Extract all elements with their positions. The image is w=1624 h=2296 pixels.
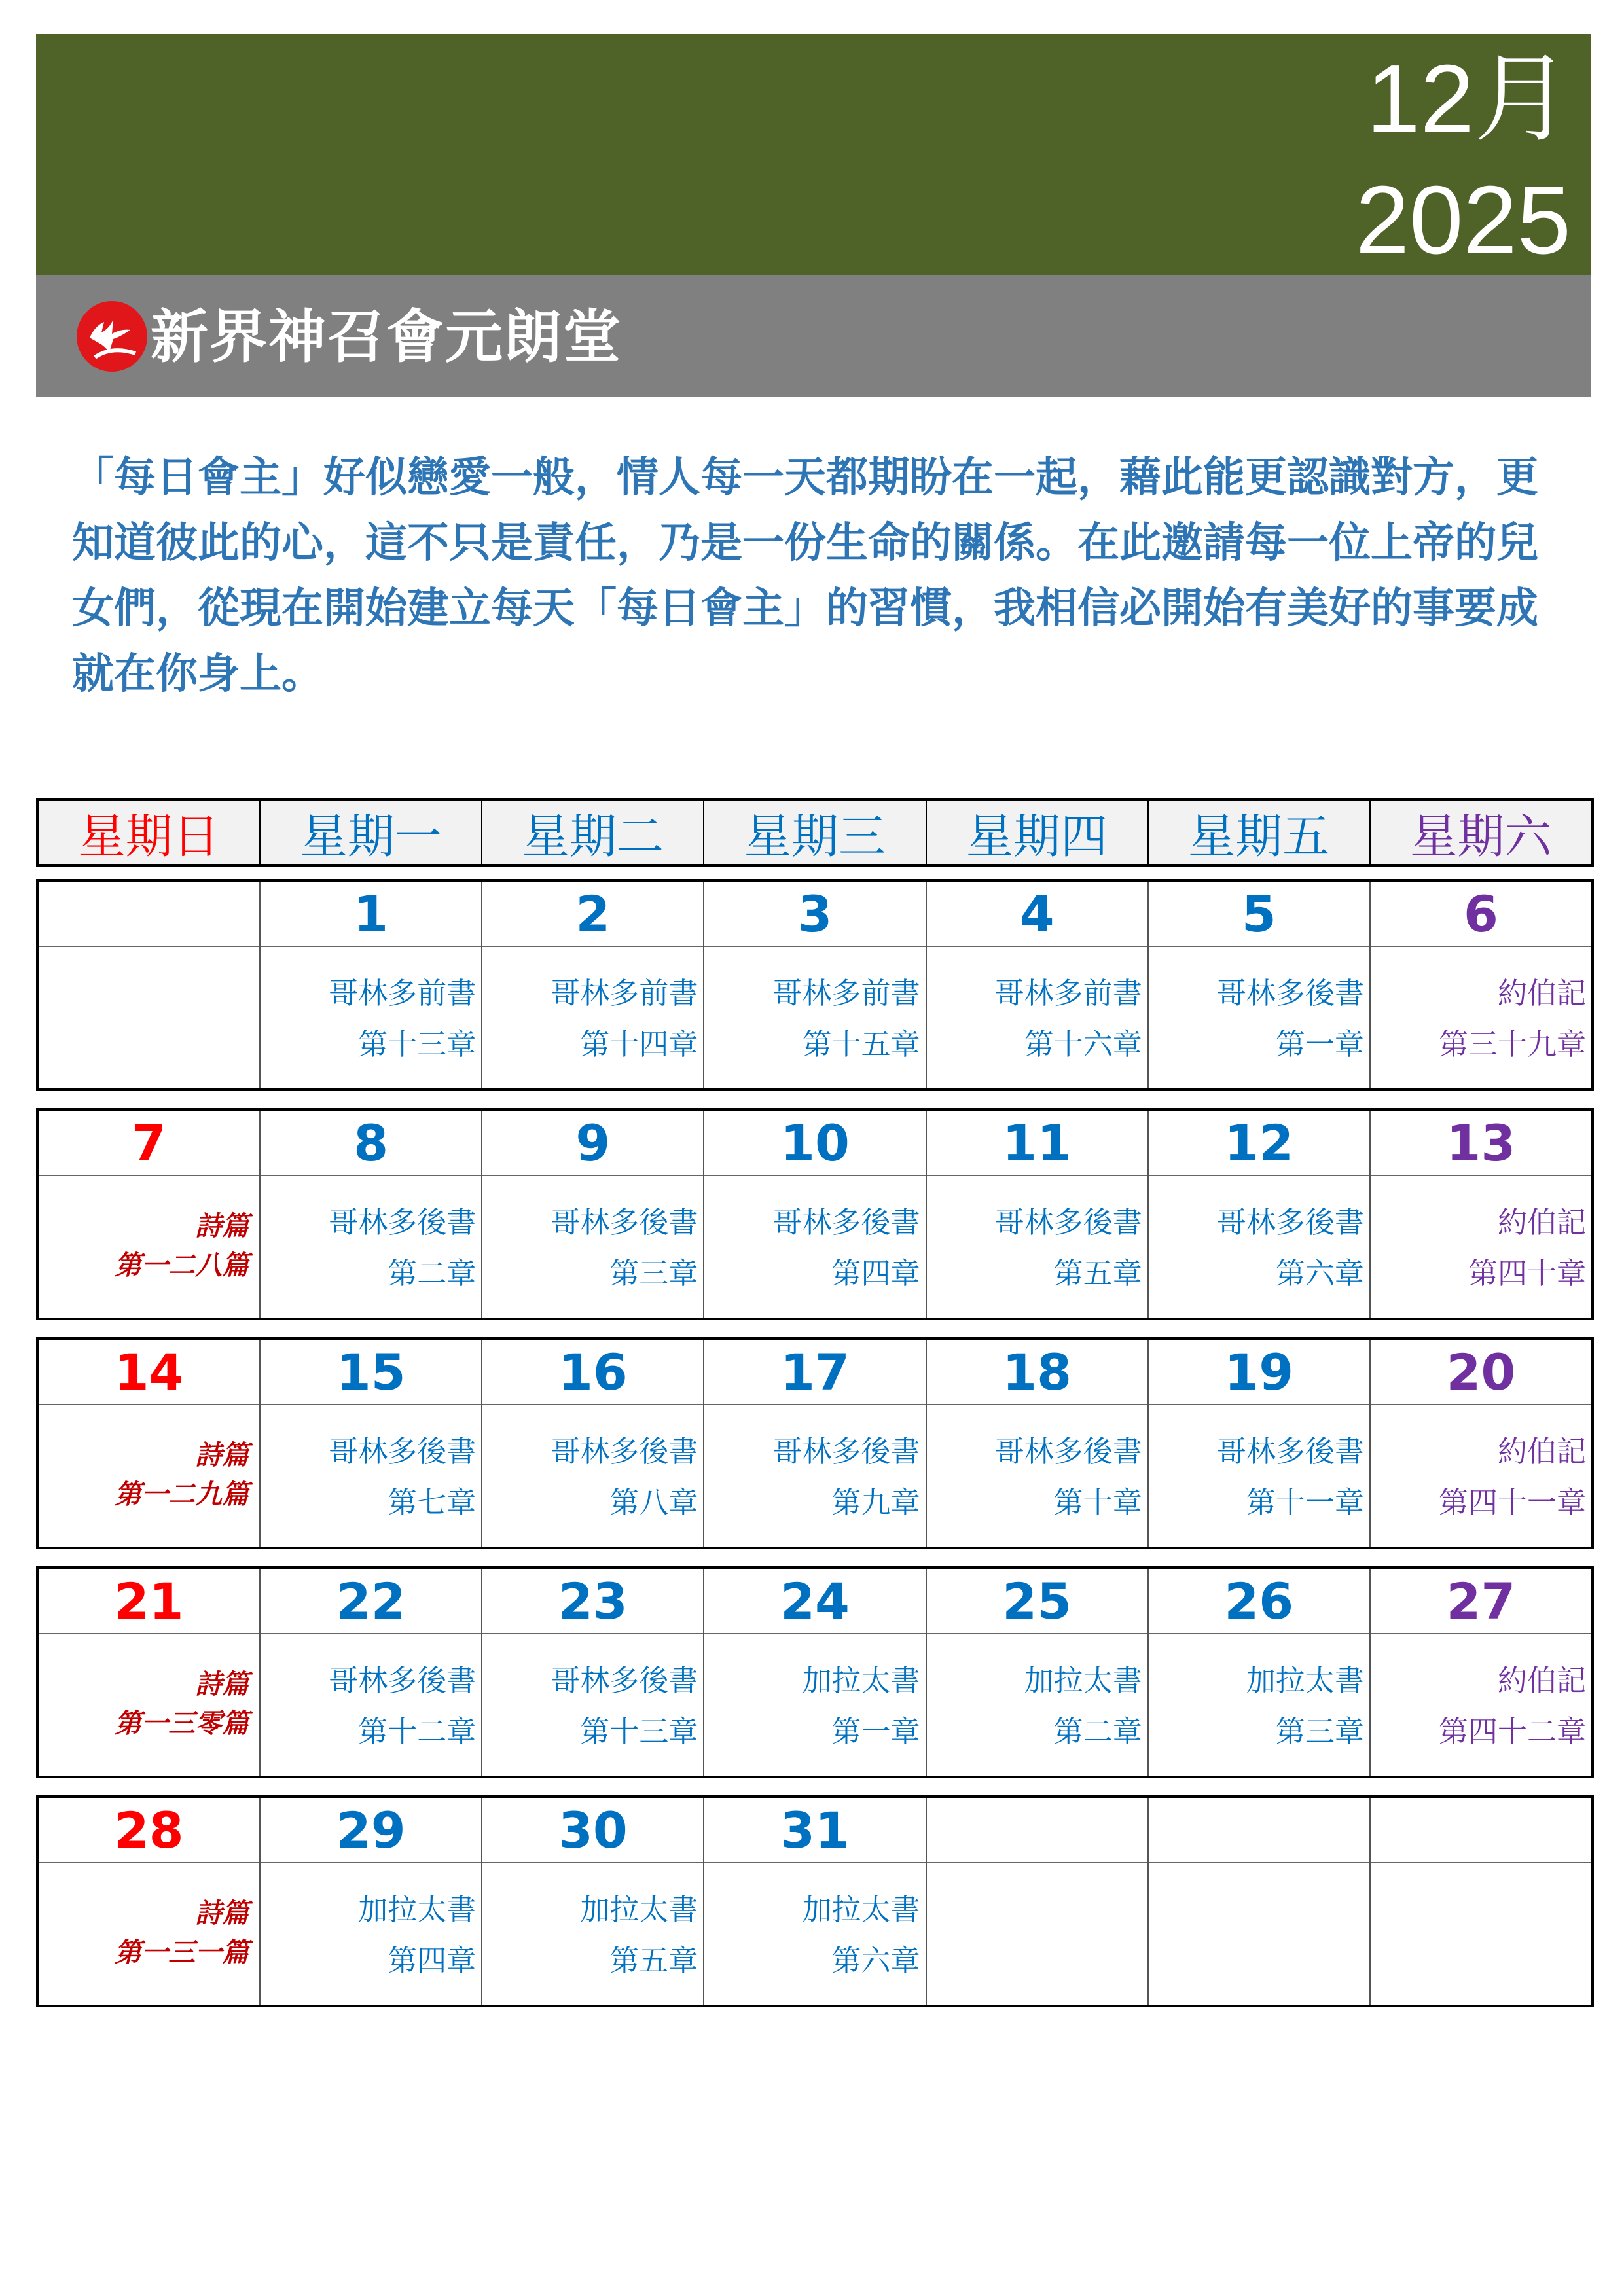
day-number: 29 <box>261 1798 481 1863</box>
reading-book: 哥林多前書 <box>994 976 1142 1011</box>
day-cell-monday <box>259 1340 481 1547</box>
reading-chapter: 第十章 <box>1053 1485 1142 1520</box>
reading-chapter: 第二章 <box>1053 1714 1142 1749</box>
day-cell-thursday <box>926 1569 1147 1776</box>
scripture-reading <box>1217 1426 1364 1528</box>
reading-chapter: 第三章 <box>1275 1714 1364 1749</box>
reading-chapter: 第一三零篇 <box>115 1708 249 1739</box>
reading-book: 加拉太書 <box>1246 1663 1364 1698</box>
reading-chapter: 第五章 <box>1053 1256 1142 1291</box>
reading-book: 哥林多後書 <box>329 1434 477 1469</box>
scripture-reading <box>1246 1655 1364 1757</box>
day-number: 7 <box>39 1111 259 1176</box>
weekday-header-row <box>36 798 1594 867</box>
day-cell-sunday <box>39 1111 259 1318</box>
day-cell-monday <box>259 1569 481 1776</box>
weekday-monday: 星期一 <box>259 801 481 864</box>
day-cell-sunday <box>39 882 259 1088</box>
reading-book: 約伯記 <box>1497 976 1586 1011</box>
scripture-reading <box>773 1197 920 1299</box>
reading-chapter: 第八章 <box>609 1485 698 1520</box>
day-number <box>1371 1798 1591 1863</box>
reading-chapter: 第十三章 <box>580 1714 698 1749</box>
day-number: 9 <box>482 1111 703 1176</box>
scripture-reading <box>115 1664 249 1743</box>
day-number: 13 <box>1371 1111 1591 1176</box>
reading-book: 加拉太書 <box>802 1663 920 1698</box>
scripture-reading <box>550 1426 698 1528</box>
reading-chapter: 第一二八篇 <box>115 1249 249 1281</box>
reading-chapter: 第四章 <box>831 1256 920 1291</box>
scripture-reading <box>1439 968 1586 1070</box>
day-number: 20 <box>1371 1340 1591 1405</box>
scripture-reading <box>329 968 476 1070</box>
week-row <box>36 1795 1594 2007</box>
day-number: 14 <box>39 1340 259 1405</box>
scripture-reading <box>803 1884 920 1986</box>
day-number <box>927 1798 1147 1863</box>
day-number: 3 <box>704 882 925 947</box>
day-cell-saturday <box>1369 882 1591 1088</box>
reading-book: 詩篇 <box>195 1668 249 1700</box>
reading-book: 詩篇 <box>195 1897 249 1929</box>
church-band <box>36 275 1591 397</box>
scripture-reading <box>329 1197 476 1299</box>
reading-chapter: 第六章 <box>1275 1256 1364 1291</box>
intro-paragraph: 「每日會主」好似戀愛一般，情人每一天都期盼在一起，藉此能更認識對方，更知道彼此的心，這不只是責任，乃是一份生命的關係。在此邀請每一位上帝的兒女們，從現在開始建立每天「每日會主」的習慣，我相信必開始有美好的事要成就在你身上。 <box>72 454 1538 698</box>
reading-book: 加拉太書 <box>580 1892 698 1927</box>
month-label: 12月 <box>1366 45 1571 153</box>
day-cell-friday <box>1147 1340 1369 1547</box>
reading-book: 約伯記 <box>1497 1205 1586 1240</box>
day-number: 27 <box>1371 1569 1591 1634</box>
day-cell-friday <box>1147 1798 1369 2005</box>
day-number: 12 <box>1149 1111 1369 1176</box>
reading-book: 哥林多後書 <box>994 1434 1142 1469</box>
reading-book: 哥林多後書 <box>550 1663 698 1698</box>
day-number: 8 <box>261 1111 481 1176</box>
day-cell-tuesday <box>481 882 703 1088</box>
weekday-tuesday: 星期二 <box>481 801 703 864</box>
reading-chapter: 第一三一篇 <box>115 1937 249 1968</box>
day-number: 21 <box>39 1569 259 1634</box>
reading-book: 哥林多前書 <box>772 976 920 1011</box>
day-number: 5 <box>1149 882 1369 947</box>
day-number: 4 <box>927 882 1147 947</box>
week-row <box>36 1566 1594 1778</box>
scripture-reading <box>358 1884 476 1986</box>
day-number: 23 <box>482 1569 703 1634</box>
day-number: 11 <box>927 1111 1147 1176</box>
week-row <box>36 879 1594 1091</box>
day-number: 24 <box>704 1569 925 1634</box>
day-cell-sunday <box>39 1798 259 2005</box>
scripture-reading <box>1024 1655 1142 1757</box>
day-cell-wednesday <box>703 1111 925 1318</box>
day-cell-thursday <box>926 1798 1147 2005</box>
scripture-reading <box>773 968 920 1070</box>
day-number: 25 <box>927 1569 1147 1634</box>
reading-chapter: 第一章 <box>831 1714 920 1749</box>
reading-chapter: 第十六章 <box>1024 1027 1142 1062</box>
scripture-reading <box>550 1655 698 1757</box>
day-cell-saturday <box>1369 1111 1591 1318</box>
scripture-reading <box>115 1435 249 1514</box>
day-cell-thursday <box>926 1340 1147 1547</box>
day-number: 6 <box>1371 882 1591 947</box>
scripture-reading <box>550 968 698 1070</box>
day-number: 1 <box>261 882 481 947</box>
day-cell-tuesday <box>481 1111 703 1318</box>
day-cell-monday <box>259 1798 481 2005</box>
reading-book: 約伯記 <box>1497 1663 1586 1698</box>
church-name: 新界神召會元朗堂 <box>151 303 623 370</box>
reading-book: 哥林多後書 <box>1216 1434 1364 1469</box>
day-cell-thursday <box>926 1111 1147 1318</box>
week-row <box>36 1108 1594 1320</box>
reading-chapter: 第十五章 <box>802 1027 920 1062</box>
day-cell-saturday <box>1369 1569 1591 1776</box>
day-cell-sunday <box>39 1340 259 1547</box>
day-cell-monday <box>259 1111 481 1318</box>
reading-chapter: 第十二章 <box>358 1714 477 1749</box>
weekday-sunday: 星期日 <box>78 809 220 864</box>
scripture-reading <box>1439 1426 1586 1528</box>
day-number: 28 <box>39 1798 259 1863</box>
reading-chapter: 第二章 <box>388 1256 477 1291</box>
reading-book: 哥林多前書 <box>550 976 698 1011</box>
day-number <box>1149 1798 1369 1863</box>
header-band <box>36 34 1591 275</box>
day-cell-wednesday <box>703 1340 925 1547</box>
scripture-reading <box>550 1197 698 1299</box>
reading-book: 哥林多後書 <box>1216 1205 1364 1240</box>
reading-chapter: 第七章 <box>388 1485 477 1520</box>
day-number <box>39 882 259 947</box>
scripture-reading <box>1217 968 1364 1070</box>
weekday-thursday: 星期四 <box>926 801 1147 864</box>
day-cell-tuesday <box>481 1340 703 1547</box>
reading-book: 加拉太書 <box>358 1892 477 1927</box>
reading-chapter: 第四章 <box>388 1943 477 1978</box>
scripture-reading <box>115 1893 249 1972</box>
reading-book: 詩篇 <box>195 1210 249 1242</box>
reading-chapter: 第三十九章 <box>1438 1027 1586 1062</box>
reading-book: 哥林多後書 <box>994 1205 1142 1240</box>
day-number: 17 <box>704 1340 925 1405</box>
scripture-reading <box>995 1197 1142 1299</box>
day-number: 18 <box>927 1340 1147 1405</box>
reading-chapter: 第一二九篇 <box>115 1479 249 1510</box>
reading-chapter: 第九章 <box>831 1485 920 1520</box>
reading-chapter: 第一章 <box>1275 1027 1364 1062</box>
day-cell-saturday <box>1369 1798 1591 2005</box>
day-cell-friday <box>1147 882 1369 1088</box>
week-row <box>36 1337 1594 1549</box>
reading-chapter: 第四十章 <box>1468 1256 1586 1291</box>
day-number: 10 <box>704 1111 925 1176</box>
day-number: 26 <box>1149 1569 1369 1634</box>
reading-book: 哥林多前書 <box>329 976 477 1011</box>
scripture-reading <box>115 1206 249 1285</box>
reading-book: 哥林多後書 <box>772 1434 920 1469</box>
day-cell-thursday <box>926 882 1147 1088</box>
day-cell-monday <box>259 882 481 1088</box>
reading-chapter: 第六章 <box>831 1943 920 1978</box>
scripture-reading <box>995 1426 1142 1528</box>
weekday-wednesday: 星期三 <box>703 801 925 864</box>
reading-book: 加拉太書 <box>802 1892 920 1927</box>
day-cell-tuesday <box>481 1569 703 1776</box>
reading-chapter: 第十三章 <box>358 1027 477 1062</box>
day-cell-sunday <box>39 1569 259 1776</box>
day-number: 16 <box>482 1340 703 1405</box>
day-cell-saturday <box>1369 1340 1591 1547</box>
reading-chapter: 第五章 <box>609 1943 698 1978</box>
reading-chapter: 第十一章 <box>1246 1485 1364 1520</box>
reading-book: 哥林多後書 <box>550 1205 698 1240</box>
day-cell-tuesday <box>481 1798 703 2005</box>
day-number: 22 <box>261 1569 481 1634</box>
scripture-reading <box>580 1884 698 1986</box>
day-cell-wednesday <box>703 1798 925 2005</box>
reading-book: 哥林多後書 <box>329 1205 477 1240</box>
scripture-reading <box>1468 1197 1586 1299</box>
day-number: 31 <box>704 1798 925 1863</box>
church-logo-icon <box>75 300 149 373</box>
reading-book: 詩篇 <box>195 1439 249 1471</box>
reading-book: 哥林多後書 <box>772 1205 920 1240</box>
reading-book: 哥林多後書 <box>1216 976 1364 1011</box>
reading-chapter: 第三章 <box>609 1256 698 1291</box>
year-label: 2025 <box>1355 166 1571 274</box>
day-cell-friday <box>1147 1569 1369 1776</box>
reading-chapter: 第十四章 <box>580 1027 698 1062</box>
day-number: 19 <box>1149 1340 1369 1405</box>
day-number: 2 <box>482 882 703 947</box>
scripture-reading <box>803 1655 920 1757</box>
day-cell-wednesday <box>703 1569 925 1776</box>
reading-book: 哥林多後書 <box>550 1434 698 1469</box>
weekday-saturday: 星期六 <box>1369 801 1591 864</box>
scripture-reading <box>329 1655 476 1757</box>
scripture-reading <box>1439 1655 1586 1757</box>
scripture-reading <box>995 968 1142 1070</box>
reading-book: 哥林多後書 <box>329 1663 477 1698</box>
reading-chapter: 第四十一章 <box>1438 1485 1586 1520</box>
reading-book: 約伯記 <box>1497 1434 1586 1469</box>
scripture-reading <box>1217 1197 1364 1299</box>
day-cell-friday <box>1147 1111 1369 1318</box>
day-number: 15 <box>261 1340 481 1405</box>
day-number: 30 <box>482 1798 703 1863</box>
day-cell-wednesday <box>703 882 925 1088</box>
reading-book: 加拉太書 <box>1024 1663 1142 1698</box>
scripture-reading <box>773 1426 920 1528</box>
weekday-friday: 星期五 <box>1147 801 1369 864</box>
reading-chapter: 第四十二章 <box>1438 1714 1586 1749</box>
scripture-reading <box>329 1426 476 1528</box>
